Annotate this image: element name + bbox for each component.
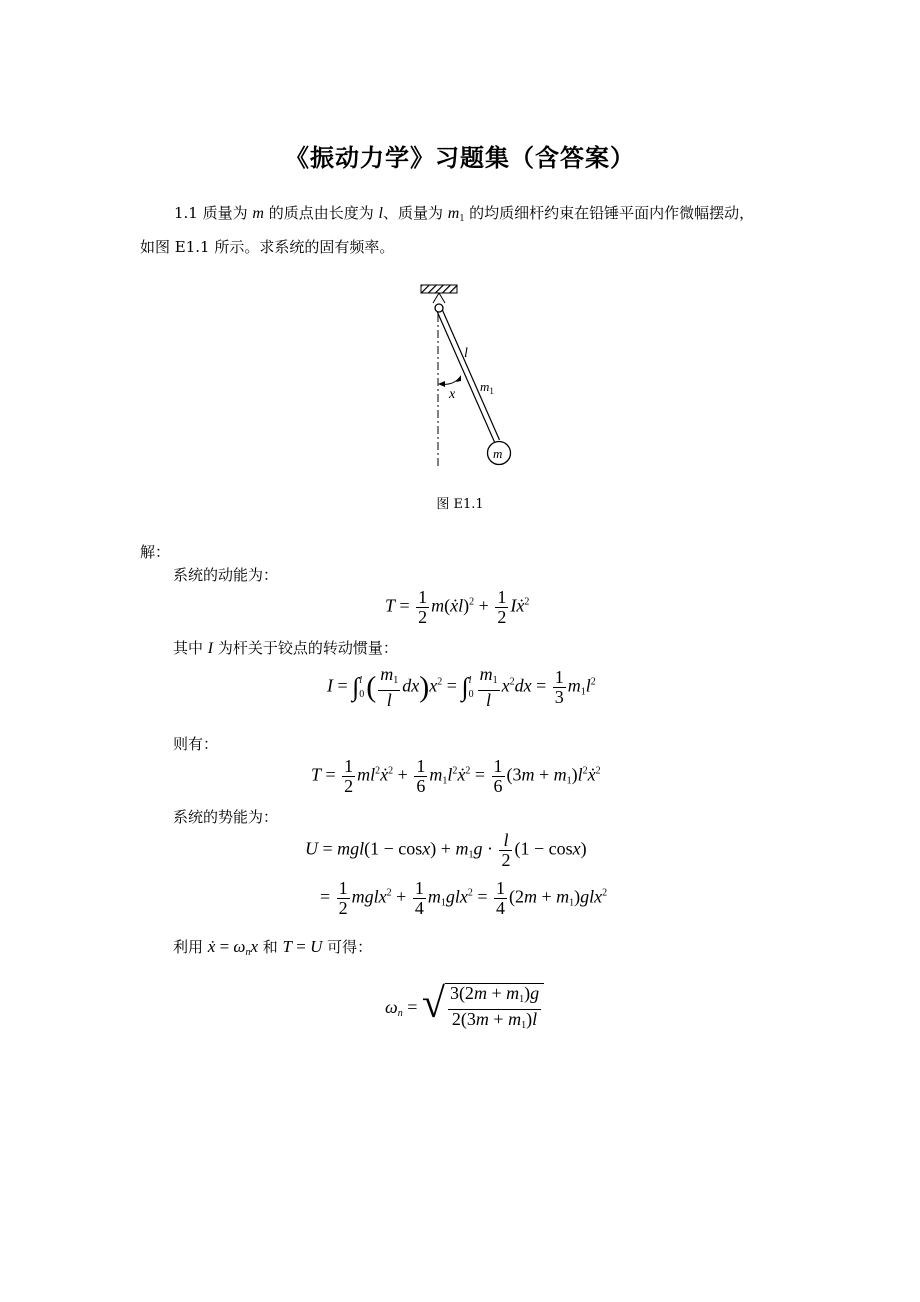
use-label: 利用 ẋ = $\omega_nx$ 和 T = U 可得： (173, 937, 373, 958)
problem-text: 1.1 质量为 (174, 204, 253, 222)
problem-text-line2: 如图 E1.1 所示。求系统的固有频率。 (140, 238, 395, 256)
label-x: x (449, 387, 456, 402)
solution-heading: 解： (140, 543, 171, 561)
hinge-pin (435, 304, 443, 312)
potential-label: 系统的势能为： (173, 808, 279, 826)
var-l: l (378, 205, 383, 222)
var-m: m (252, 205, 264, 222)
problem-text: 、质量为 (382, 204, 448, 222)
eq-kinetic-energy: T = $\frac{1}{2}$ m(ẋl)$^2$ + $\frac{1}{2}$ Iẋ$^2$ (385, 587, 530, 627)
pendulum-figure (400, 278, 540, 473)
eq-natural-frequency: $\omega_n$ = √ $\frac{3(2m + m_1)g}{2(3m + m_1)l}$ (385, 983, 544, 1035)
label-m: m (493, 446, 503, 461)
eq-potential-energy-1: $U = mgl(1 - \cos x) + m_1g$ · $\frac{l}{2}$ (1 − cosx) (305, 830, 587, 870)
eq-moment-of-inertia: I = ∫l 0( $\frac{m_1}{l}$ $dx)x^2 = \int l$ 0 $\frac{m_1}{l}$ $x^2dx$ = $\frac{1}{3}$ $m_1l^2$ (327, 664, 596, 710)
ceiling-support (421, 285, 457, 293)
hinge-bracket (433, 293, 439, 303)
problem-statement (140, 199, 790, 261)
rod (437, 310, 495, 442)
kinetic-label: 系统的动能为： (173, 566, 279, 584)
eq-total-kinetic: T = $\frac{1}{2}$ $ml^2ẋ^2$ + $\frac{1}{6}$ $m_1l^2ẋ^2$ = $\frac{1}{6}$ $(3m + m_1)l^2ẋ^2$ (311, 756, 601, 796)
label-l: l (464, 346, 468, 361)
problem-text: 的均质细杆约束在铅锤平面内作微幅摆动， (464, 204, 755, 222)
problem-text: 的质点由长度为 (263, 204, 379, 222)
figure-caption: 图 E1.1 (436, 497, 484, 512)
arrow-head (438, 381, 445, 387)
var-m1: $m_1$ (447, 205, 465, 224)
eq-potential-energy-2: = $\frac{1}{2}$ mglx$^2$ + $\frac{1}{4}$ $m_1glx^2$ = $\frac{1}{4}$ $(2m + m_1)glx^2$ (320, 878, 608, 918)
then-label: 则有： (173, 735, 219, 753)
inertia-label: 其中 I 为杆关于铰点的转动惯量： (173, 639, 398, 657)
page-title: 《振动力学》习题集（含答案） (285, 144, 635, 172)
label-m1: $m_1$ (480, 379, 494, 396)
